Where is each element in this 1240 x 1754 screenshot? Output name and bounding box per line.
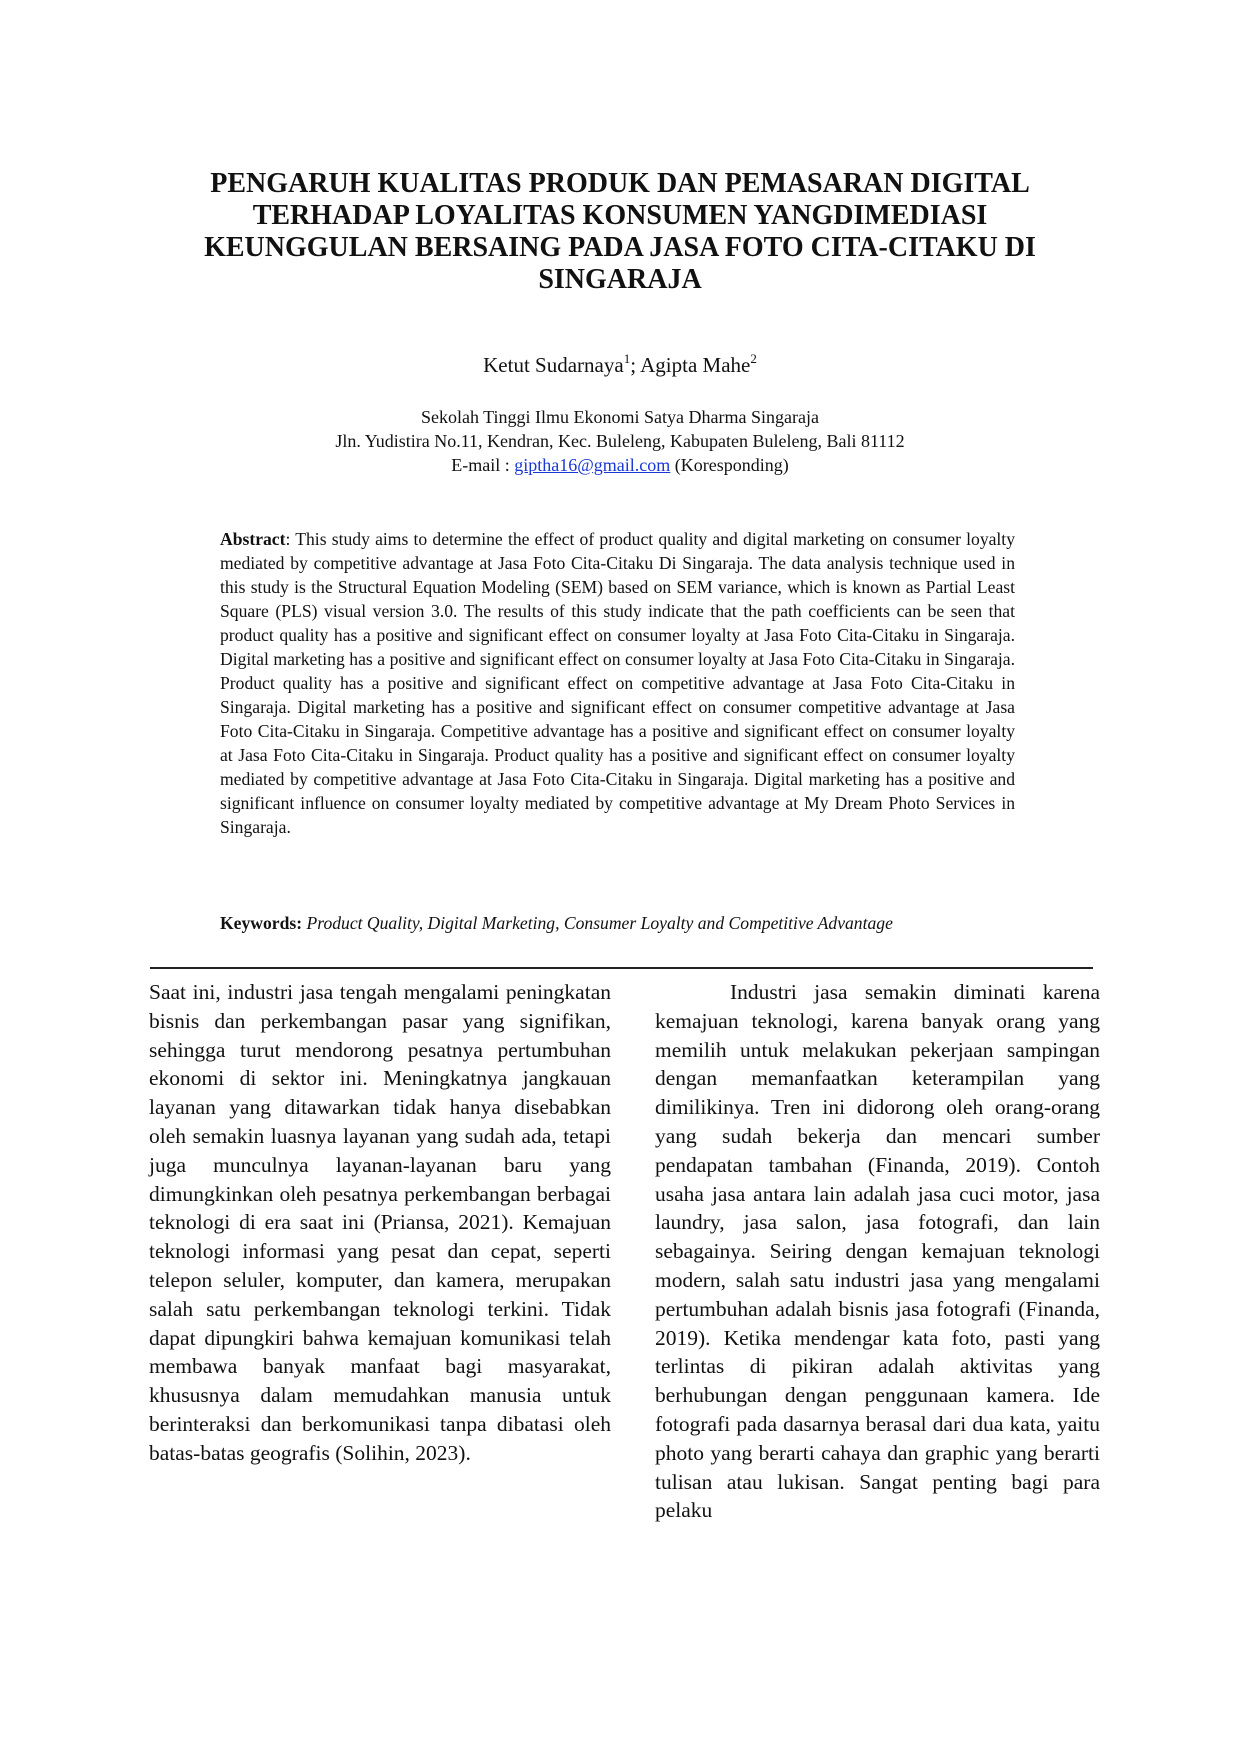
keywords-text: Product Quality, Digital Marketing, Consumer Loyalty and Competitive Advantage [306, 913, 893, 933]
author-name: Ketut Sudarnaya [483, 353, 624, 377]
email-link[interactable]: giptha16@gmail.com [514, 455, 671, 475]
abstract [220, 527, 1015, 839]
abstract-label: Abstract [220, 529, 286, 549]
author-separator: ; [630, 353, 641, 377]
author-affiliation-mark: 1 [623, 351, 631, 366]
author-name: Agipta Mahe [640, 353, 751, 377]
institution-address: Jln. Yudistira No.11, Kendran, Kec. Buleleng, Kabupaten Buleleng, Bali 81112 [335, 431, 905, 451]
author-list [150, 352, 1090, 378]
author-affiliation-mark: 2 [750, 351, 757, 366]
title-line: TERHADAP LOYALITAS KONSUMEN YANGDIMEDIASI [252, 200, 988, 231]
section-divider [150, 967, 1093, 969]
keywords [220, 911, 1015, 935]
title-line: PENGARUH KUALITAS PRODUK DAN PEMASARAN DIGITAL [210, 168, 1030, 199]
abstract-text: : This study aims to determine the effect of product quality and digital marketing on consumer loyalty mediated by competitive advantage at Jasa Foto Cita-Citaku Di Singaraja. The data analysis technique used in this study is the Structural Equation Modeling (SEM) based on SEM variance, which is known as Partial Least Square (PLS) visual version 3.0. The results of this study indicate that the path coefficients can be seen that product quality has a positive and significant effect on consumer loyalty at Jasa Foto Cita-Citaku in Singaraja. Digital marketing has a positive and significant effect on consumer loyalty at Jasa Foto Cita-Citaku in Singaraja. Product quality has a positive and significant effect on competitive advantage at Jasa Foto Cita-Citaku in Singaraja. Digital marketing has a positive and significant effect on consumer competitive advantage at Jasa Foto Cita-Citaku in Singaraja. Competitive advantage has a positive and significant effect on consumer loyalty at Jasa Foto Cita-Citaku in Singaraja. Product quality has a positive and significant effect on consumer loyalty mediated by competitive advantage at Jasa Foto Cita-Citaku in Singaraja. Digital marketing has a positive and significant influence on consumer loyalty mediated by competitive advantage at My Dream Photo Services in Singaraja. [220, 529, 1015, 837]
body-column-right: Industri jasa semakin diminati karena kemajuan teknologi, karena banyak orang yang memilih untuk melakukan pekerjaan sampingan dengan memanfaatkan keterampilan yang dimilikinya. Tren ini didorong oleh orang-orang yang sudah bekerja dan mencari sumber pendapatan tambahan (Finanda, 2019). Contoh usaha jasa antara lain adalah jasa cuci motor, jasa laundry, jasa salon, jasa fotografi, dan lain sebagainya. Seiring dengan kemajuan teknologi modern, salah satu industri jasa yang mengalami pertumbuhan adalah bisnis jasa fotografi (Finanda, 2019). Ketika mendengar kata foto, pasti yang terlintas di pikiran adalah aktivitas yang berhubungan dengan penggunaan kamera. Ide fotografi pada dasarnya berasal dari dua kata, yaitu photo yang berarti cahaya dan graphic yang berarti tulisan atau lukisan. Sangat penting bagi para pelaku [655, 980, 1100, 1523]
email-prefix: E-mail : [451, 455, 515, 475]
title-line: KEUNGGULAN BERSAING PADA JASA FOTO CITA-CITAKU DI [204, 232, 1036, 263]
title-line: SINGARAJA [538, 264, 702, 295]
email-suffix: (Koresponding) [670, 455, 789, 475]
body-column-left: Saat ini, industri jasa tengah mengalami peningkatan bisnis dan perkembangan pasar yang signifikan, sehingga turut mendorong pesatnya pertumbuhan ekonomi di sektor ini. Meningkatnya jangkauan layanan yang ditawarkan tidak hanya disebabkan oleh semakin luasnya layanan yang sudah ada, tetapi juga munculnya layanan-layanan baru yang dimungkinkan oleh pesatnya perkembangan berbagai teknologi di era saat ini (Priansa, 2021). Kemajuan teknologi informasi yang pesat dan cepat, seperti telepon seluler, komputer, dan kamera, merupakan salah satu perkembangan teknologi terkini. Tidak dapat dipungkiri bahwa kemajuan komunikasi telah membawa banyak manfaat bagi masyarakat, khususnya dalam memudahkan manusia untuk berinteraksi dan berkomunikasi tanpa dibatasi oleh batas-batas geografis (Solihin, 2023). [149, 980, 611, 1465]
keywords-label: Keywords: [220, 913, 303, 933]
paper-title [150, 168, 1090, 296]
email-line [150, 453, 1090, 477]
affiliation-block [150, 405, 1090, 477]
institution-name: Sekolah Tinggi Ilmu Ekonomi Satya Dharma Singaraja [421, 407, 819, 427]
